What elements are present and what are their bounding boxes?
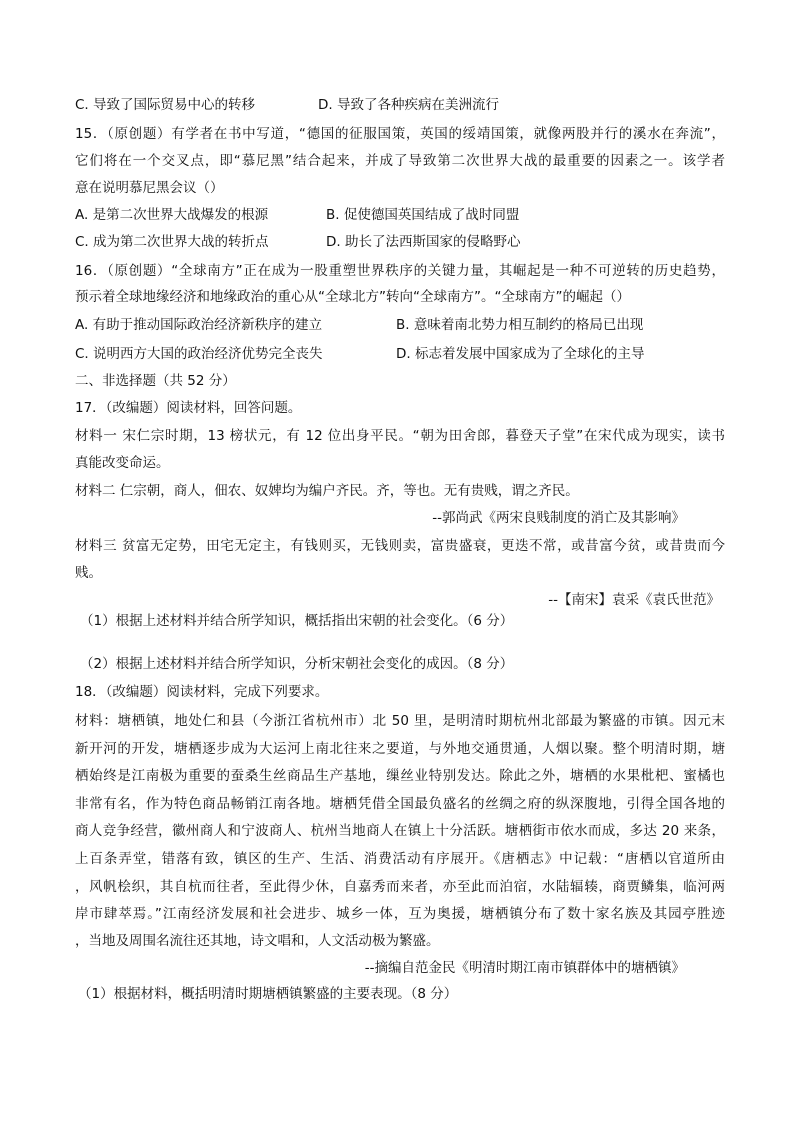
q17-subquestion-1: （1）根据上述材料并结合所学知识，概括指出宋朝的社会变化。（6 分） [80,613,514,629]
q18-material-line: 商人竞争经营，徽州商人和宁波商人、杭州当地商人在镇上十分活跃。塘栖街市依水而成，多达 20 来条， [75,823,725,839]
q18-material-line: 栖始终是江南极为重要的蚕桑生丝商品生产基地，缫丝业特别发达。除此之外，塘栖的水果枇杷、蜜橘也 [75,768,725,784]
q17-material3-line1: 材料三 贫富无定势，田宅无定主，有钱则买，无钱则卖，富贵盛衰，更迭不常，或昔富今贫，或昔贵而今 [75,538,725,554]
q15-option-a: A. 是第二次世界大战爆发的根源 [75,207,269,223]
q16-stem-line1: 16．（原创题）“全球南方”正在成为一股重塑世界秩序的关键力量，其崛起是一种不可逆转的历史趋势， [75,263,725,279]
q17-material3-line2: 贱。 [75,565,102,581]
q17-material2: 材料二 仁宗朝，商人，佃农、奴婢均为编户齐民。齐，等也。无有贵贱，谓之齐民。 [75,483,579,499]
q16-option-b: B. 意味着南北势力相互制约的格局已出现 [396,317,644,333]
q18-source: --摘编自范金民《明清时期江南市镇群体中的塘栖镇》 [364,960,685,976]
q15-stem-line2: 它们将在一个交叉点，即“慕尼黑”结合起来，并成了导致第二次世界大战的最重要的因素之一。该学者 [75,153,725,169]
q17-material2-source: --郭尚武《两宋良贱制度的消亡及其影响》 [432,510,685,526]
q15-stem-line3: 意在说明慕尼黑会议（） [75,180,224,196]
section-title: 二、非选择题（共 52 分） [75,373,236,389]
q18-material-line: ，当地及周围名流往还其地，诗文唱和，人文活动极为繁盛。 [75,933,440,949]
q17-material1-line2: 真能改变命运。 [75,455,170,471]
q18-subquestion-1: （1）根据材料，概括明清时期塘栖镇繁盛的主要表现。（8 分） [78,986,458,1002]
q18-material-line: 新开河的开发，塘栖逐步成为大运河上南北往来之要道，与外地交通贯通，人烟以聚。整个明清时期，塘 [75,741,725,757]
q17-subquestion-2: （2）根据上述材料并结合所学知识，分析宋朝社会变化的成因。（8 分） [80,656,514,672]
q17-material1-line1: 材料一 宋仁宗时期，13 榜状元，有 12 位出身平民。“朝为田舍郎，暮登天子堂”在宋代成为现实，读书 [75,428,725,444]
q17-stem: 17．（改编题）阅读材料，回答问题。 [75,400,302,416]
q15-option-d: D. 助长了法西斯国家的侵略野心 [326,234,521,250]
q18-material-line: 上百条弄堂，错落有致，镇区的生产、生活、消费活动有序展开。《唐栖志》中记载：“唐栖以官道所由 [75,851,725,867]
q16-stem-line2: 预示着全球地缘经济和地缘政治的重心从“全球北方”转向“全球南方”。“全球南方”的崛起（） [75,289,630,305]
q17-material3-source: --【南宋】袁采《袁氏世范》 [548,592,720,608]
q18-material-line: 材料：塘栖镇，地处仁和县（今浙江省杭州市）北 50 里，是明清时期杭州北部最为繁盛的市镇。因元末 [75,713,725,729]
q16-option-a: A. 有助于推动国际政治经济新秩序的建立 [75,317,323,333]
q18-material-line: ，风帆桧织，其自杭而往者，至此得少休，自嘉秀而来者，亦至此而泊宿，水陆辐辏，商贾鳞集，临河两 [75,879,725,895]
q18-material-line: 岸市肆萃焉。”江南经济发展和社会进步、城乡一体，互为奥援，塘栖镇分布了数十家名族及其园亭胜迹 [75,906,725,922]
q15-option-c: C. 成为第二次世界大战的转折点 [75,234,269,250]
q16-option-c: C. 说明西方大国的政治经济优势完全丧失 [75,346,323,362]
q14-option-d: D. 导致了各种疾病在美洲流行 [318,97,499,113]
q15-option-b: B. 促使德国英国结成了战时同盟 [326,207,520,223]
q14-option-c: C. 导致了国际贸易中心的转移 [75,97,256,113]
q18-stem: 18．（改编题）阅读材料，完成下列要求。 [75,684,329,700]
q16-option-d: D. 标志着发展中国家成为了全球化的主导 [396,346,645,362]
q15-stem-line1: 15．（原创题）有学者在书中写道，“德国的征服国策，英国的绥靖国策，就像两股并行的溪水在奔流”， [75,126,725,142]
q18-material-line: 非常有名，作为特色商品畅销江南各地。塘栖凭借全国最负盛名的丝绸之府的纵深腹地，引得全国各地的 [75,796,725,812]
